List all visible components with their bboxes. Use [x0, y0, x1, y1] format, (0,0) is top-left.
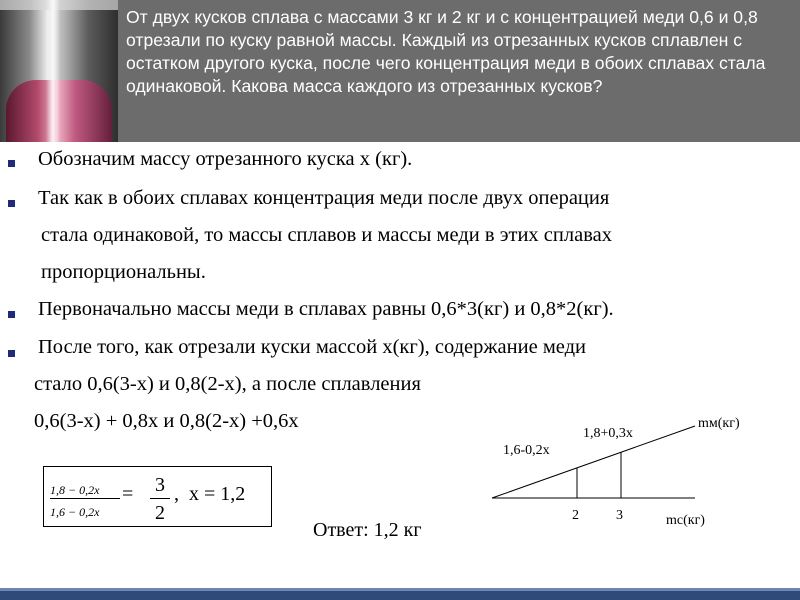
- tick-label-3: 3: [616, 508, 623, 523]
- x-solution: [174, 483, 245, 506]
- tick-label-2: 2: [572, 508, 579, 523]
- label-left-mass: 1,6-0,2х: [503, 443, 550, 458]
- problem-statement: От двух кусков сплава с массами 3 кг и 2 кг и с концентрацией меди 0,6 и 0,8 отрезали по куску равной массы. Каждый из отрезанных кусков сплавлен с остатком другого куска, после чего концентрация меди в обоих сплавах стала одинаковой. Какова масса каждого из отрезанных кусков?: [126, 7, 766, 96]
- body-line-2: Так как в обоих сплавах концентрация меди после двух операция: [38, 187, 610, 209]
- footer-bar: [0, 588, 800, 600]
- flask-image: [0, 0, 118, 142]
- label-top-mass: 1,8+0,3х: [583, 426, 633, 441]
- bullet-marker-3: [8, 311, 15, 318]
- bullet-marker-2: [8, 200, 15, 207]
- flask-shine: [46, 0, 60, 142]
- body-line-3: стала одинаковой, то массы сплавов и массы меди в этих сплавах: [41, 224, 612, 246]
- diagram-svg: [480, 400, 800, 540]
- header-banner: [0, 0, 800, 142]
- fraction-bar-2: [150, 498, 170, 499]
- bullet-marker-1: [8, 160, 15, 167]
- body-line-5: Первоначально массы меди в сплавах равны 0,6*3(кг) и 0,8*2(кг).: [38, 298, 614, 320]
- x-value-text: x = 1,2: [189, 483, 246, 505]
- x-axis-label: mс(кг): [666, 513, 705, 528]
- bullet-marker-4: [8, 350, 15, 357]
- y-axis-label: mм(кг): [698, 416, 740, 431]
- body-line-1: Обозначим массу отрезанного куска х (кг).: [38, 148, 413, 170]
- mass-diagram: [480, 400, 800, 540]
- ratio-numerator: 1,8 − 0,2x: [50, 483, 100, 497]
- body-line-7: стало 0,6(3-х) и 0,8(2-х), а после сплавления: [34, 373, 421, 395]
- fraction-bar: [50, 498, 120, 499]
- body-line-4: пропорциональны.: [41, 261, 206, 283]
- formula-box: [43, 466, 272, 527]
- equals-sign: =: [122, 483, 134, 505]
- fraction-numerator: 3: [155, 474, 165, 496]
- body-line-8: 0,6(3-х) + 0,8х и 0,8(2-х) +0,6х: [34, 410, 299, 432]
- body-line-6: После того, как отрезали куски массой х(кг), содержание меди: [38, 336, 587, 358]
- answer-text: Ответ: 1,2 кг: [313, 519, 422, 541]
- comma: ,: [174, 483, 179, 505]
- footer-stripe: [0, 588, 800, 591]
- fraction-denominator: 2: [155, 502, 165, 524]
- ratio-denominator: 1,6 − 0,2x: [50, 505, 100, 519]
